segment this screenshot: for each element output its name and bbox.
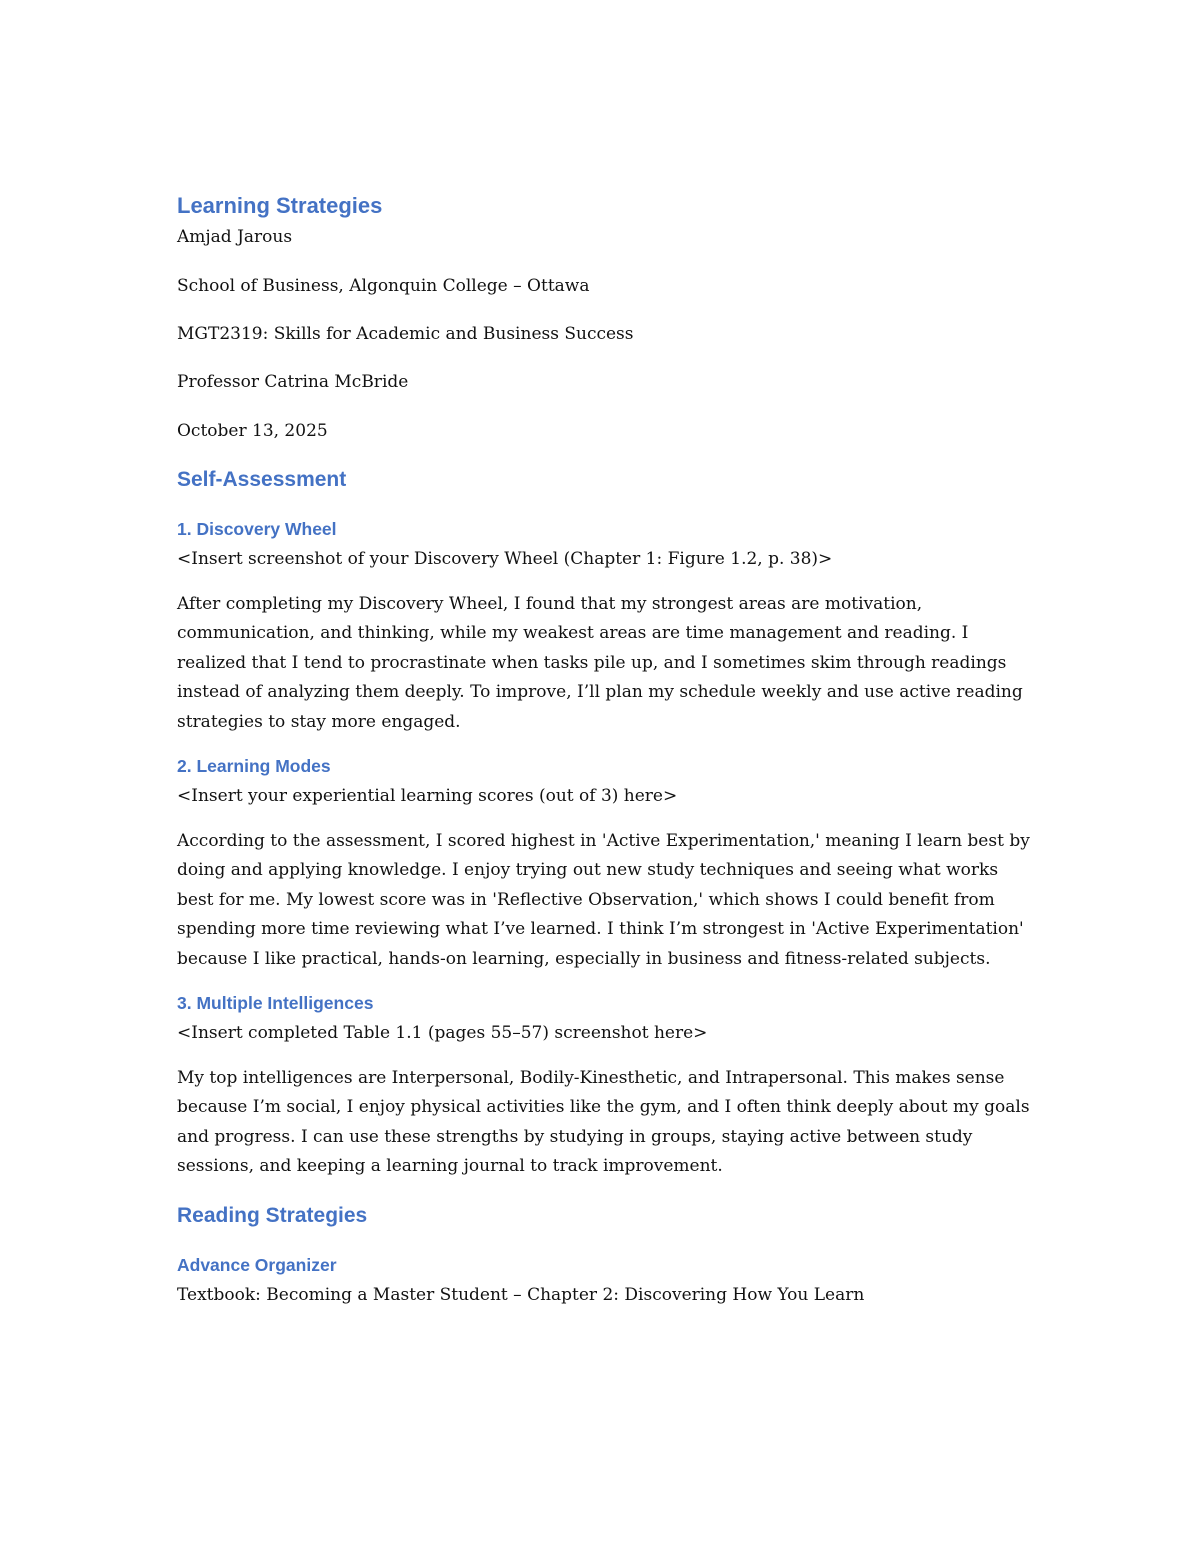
multiple-intelligences-placeholder: <Insert completed Table 1.1 (pages 55–57) screenshot here> — [177, 1023, 708, 1044]
discovery-wheel-placeholder: <Insert screenshot of your Discovery Wheel (Chapter 1: Figure 1.2, p. 38)> — [177, 549, 833, 569]
document-page — [177, 190, 1037, 1308]
discovery-wheel-paragraph: After completing my Discovery Wheel, I found that my strongest areas are motivation, communication, and thinking, while my weakest areas are time management and reading. I realized that I tend to procrastinate when tasks pile up, and I sometimes skim through readings instead of analyzing them deeply. To improve, I’ll plan my schedule weekly and use active reading strategies to stay more engaged. — [177, 594, 1023, 732]
learning-modes-paragraph: According to the assessment, I scored highest in 'Active Experimentation,' meaning I learn best by doing and applying knowledge. I enjoy trying out new study techniques and seeing what works best for me. My lowest score was in 'Reflective Observation,' which shows I could benefit from spending more time reviewing what I’ve learned. I think I’m strongest in 'Active Experimentation' because I like practical, hands-on learning, especially in business and fitness-related subjects. — [177, 831, 1030, 969]
subheading-discovery-wheel: 1. Discovery Wheel — [177, 519, 337, 539]
multiple-intelligences-paragraph: My top intelligences are Interpersonal, Bodily-Kinesthetic, and Intrapersonal. This makes sense because I’m social, I enjoy physical activities like the gym, and I often think deeply about my goals and progress. I can use these strengths by studying in groups, staying active between study sessions, and keeping a learning journal to track improvement. — [177, 1068, 1030, 1177]
section-heading-reading-strategies: Reading Strategies — [177, 1203, 368, 1227]
subheading-multiple-intelligences: 3. Multiple Intelligences — [177, 993, 374, 1014]
professor-name: Professor Catrina McBride — [177, 372, 409, 392]
document-title: Learning Strategies — [177, 193, 383, 218]
institution: School of Business, Algonquin College – Ottawa — [177, 276, 590, 296]
section-heading-self-assessment: Self-Assessment — [177, 468, 347, 491]
subheading-learning-modes: 2. Learning Modes — [177, 756, 331, 777]
course-name: MGT2319: Skills for Academic and Business Success — [177, 324, 634, 344]
submission-date: October 13, 2025 — [177, 421, 328, 441]
textbook-reference: Textbook: Becoming a Master Student – Chapter 2: Discovering How You Learn — [177, 1284, 865, 1305]
author-name: Amjad Jarous — [177, 227, 293, 247]
learning-modes-placeholder: <Insert your experiential learning scores (out of 3) here> — [177, 786, 678, 807]
subheading-advance-organizer: Advance Organizer — [177, 1254, 337, 1275]
